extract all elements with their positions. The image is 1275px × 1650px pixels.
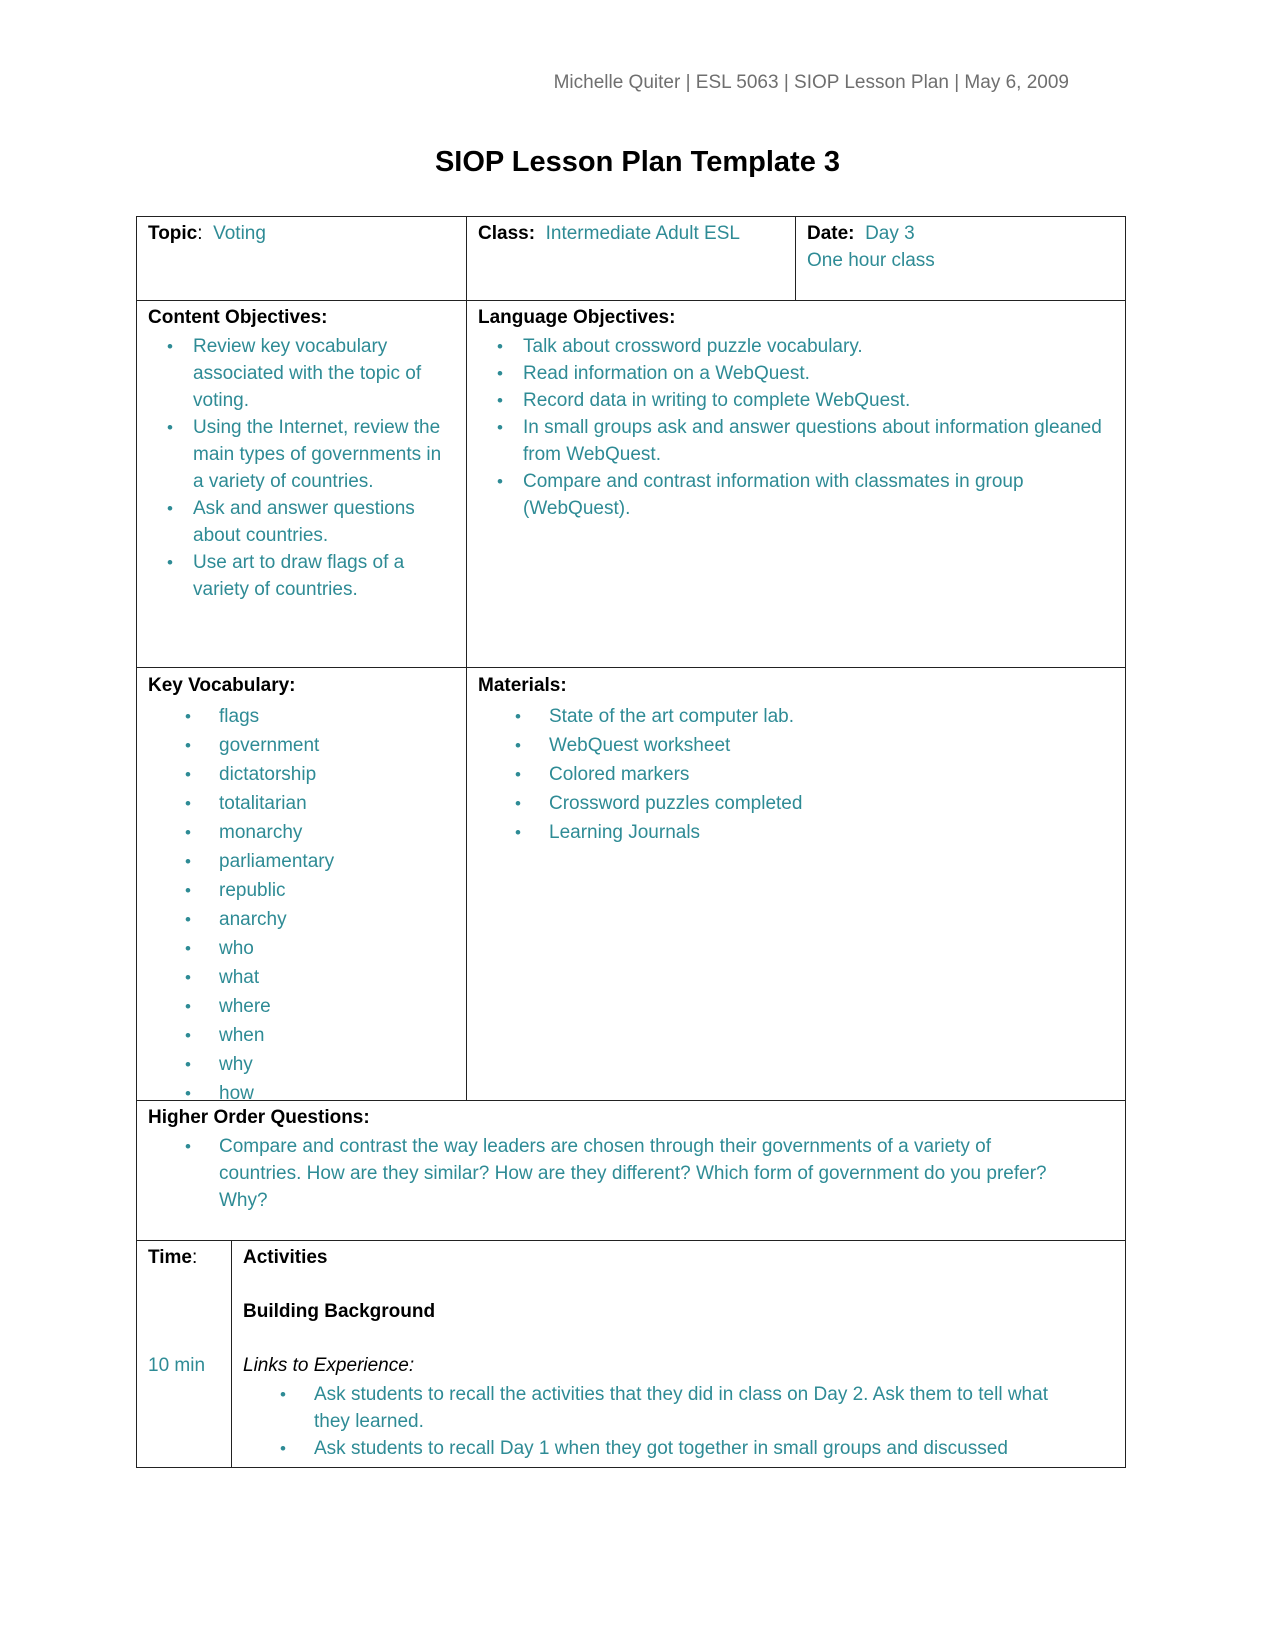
topic-value: Voting [213, 223, 266, 244]
list-item: • how [148, 1079, 456, 1100]
higher-order-questions-list [148, 1133, 1115, 1214]
language-objectives-list [478, 333, 1115, 522]
time-cell: Time: 10 min [137, 1242, 231, 1467]
list-item: • Ask and answer questions about countries. [148, 495, 456, 549]
list-item: • Talk about crossword puzzle vocabulary. [478, 333, 1115, 360]
list-item: • who [148, 934, 456, 963]
list-item: • why [148, 1050, 456, 1079]
list-item: • what [148, 963, 456, 992]
language-objectives-cell [467, 302, 1125, 667]
key-vocabulary-cell [137, 669, 466, 1100]
list-item: • Using the Internet, review the main types of governments in a variety of countries. [148, 414, 456, 495]
list-item: • government [148, 731, 456, 760]
table-border-right [1125, 216, 1126, 1468]
list-item: • monarchy [148, 818, 456, 847]
materials-cell [467, 669, 1125, 1100]
list-item: • WebQuest worksheet [478, 731, 1115, 760]
list-item: • Ask students to recall the activities that they did in class on Day 2. Ask them to tell what they learned. [243, 1381, 1075, 1435]
list-item: • republic [148, 876, 456, 905]
date-cell [796, 218, 1125, 300]
materials-list [478, 702, 1115, 847]
running-header: Michelle Quiter | ESL 5063 | SIOP Lesson Plan | May 6, 2009 [553, 72, 1069, 93]
table-row-divider [136, 667, 1126, 668]
date-label: Date: [807, 223, 855, 244]
links-to-experience-label: Links to Experience: [243, 1355, 415, 1376]
list-item: • Review key vocabulary associated with the topic of voting. [148, 333, 456, 414]
higher-order-questions-cell [137, 1102, 1125, 1240]
content-objectives-label: Content Objectives: [148, 307, 328, 328]
higher-order-questions-label: Higher Order Questions: [148, 1107, 370, 1128]
table-row-divider [136, 1240, 1126, 1241]
key-vocabulary-label: Key Vocabulary: [148, 675, 296, 696]
list-item: • State of the art computer lab. [478, 702, 1115, 731]
materials-label: Materials: [478, 675, 567, 696]
page-title: SIOP Lesson Plan Template 3 [434, 146, 841, 178]
building-background-label: Building Background [243, 1301, 436, 1322]
list-item: • Crossword puzzles completed [478, 789, 1115, 818]
list-item: • Compare and contrast the way leaders are chosen through their governments of a variety of countries. How are they similar? How are they different? Which form of government do you prefer? Why? [148, 1133, 1075, 1214]
class-cell [467, 218, 795, 300]
time-label: Time [148, 1247, 193, 1268]
list-item: • when [148, 1021, 456, 1050]
table-row-divider [136, 1100, 1126, 1101]
list-item: • where [148, 992, 456, 1021]
list-item: • anarchy [148, 905, 456, 934]
key-vocabulary-list [148, 702, 456, 1100]
list-item: • Learning Journals [478, 818, 1115, 847]
list-item: • Colored markers [478, 760, 1115, 789]
language-objectives-label: Language Objectives: [478, 307, 676, 328]
class-label: Class: [478, 223, 536, 244]
topic-label: Topic [148, 223, 198, 244]
table-border-bottom [136, 1467, 1126, 1468]
activities-label: Activities [243, 1247, 328, 1268]
list-item: • Ask students to recall Day 1 when they got together in small groups and discussed [243, 1435, 1075, 1462]
date-note: One hour class [807, 250, 935, 271]
activities-cell [232, 1242, 1125, 1467]
content-objectives-cell [137, 302, 466, 667]
list-item: • Use art to draw flags of a variety of countries. [148, 549, 456, 603]
list-item: • Compare and contrast information with classmates in group (WebQuest). [478, 468, 1115, 522]
content-objectives-list [148, 333, 456, 603]
list-item: • Read information on a WebQuest. [478, 360, 1115, 387]
topic-cell: Topic: Voting [148, 223, 266, 244]
class-value: Intermediate Adult ESL [545, 223, 740, 244]
time-value: 10 min [148, 1355, 206, 1376]
list-item: • flags [148, 702, 456, 731]
list-item: • totalitarian [148, 789, 456, 818]
table-border-top [136, 216, 1126, 217]
activities-list [243, 1381, 1115, 1462]
table-row-divider [136, 300, 1126, 301]
list-item: • parliamentary [148, 847, 456, 876]
date-value: Day 3 [865, 223, 915, 244]
list-item: • In small groups ask and answer questions about information gleaned from WebQuest. [478, 414, 1115, 468]
list-item: • Record data in writing to complete WebQuest. [478, 387, 1115, 414]
list-item: • dictatorship [148, 760, 456, 789]
